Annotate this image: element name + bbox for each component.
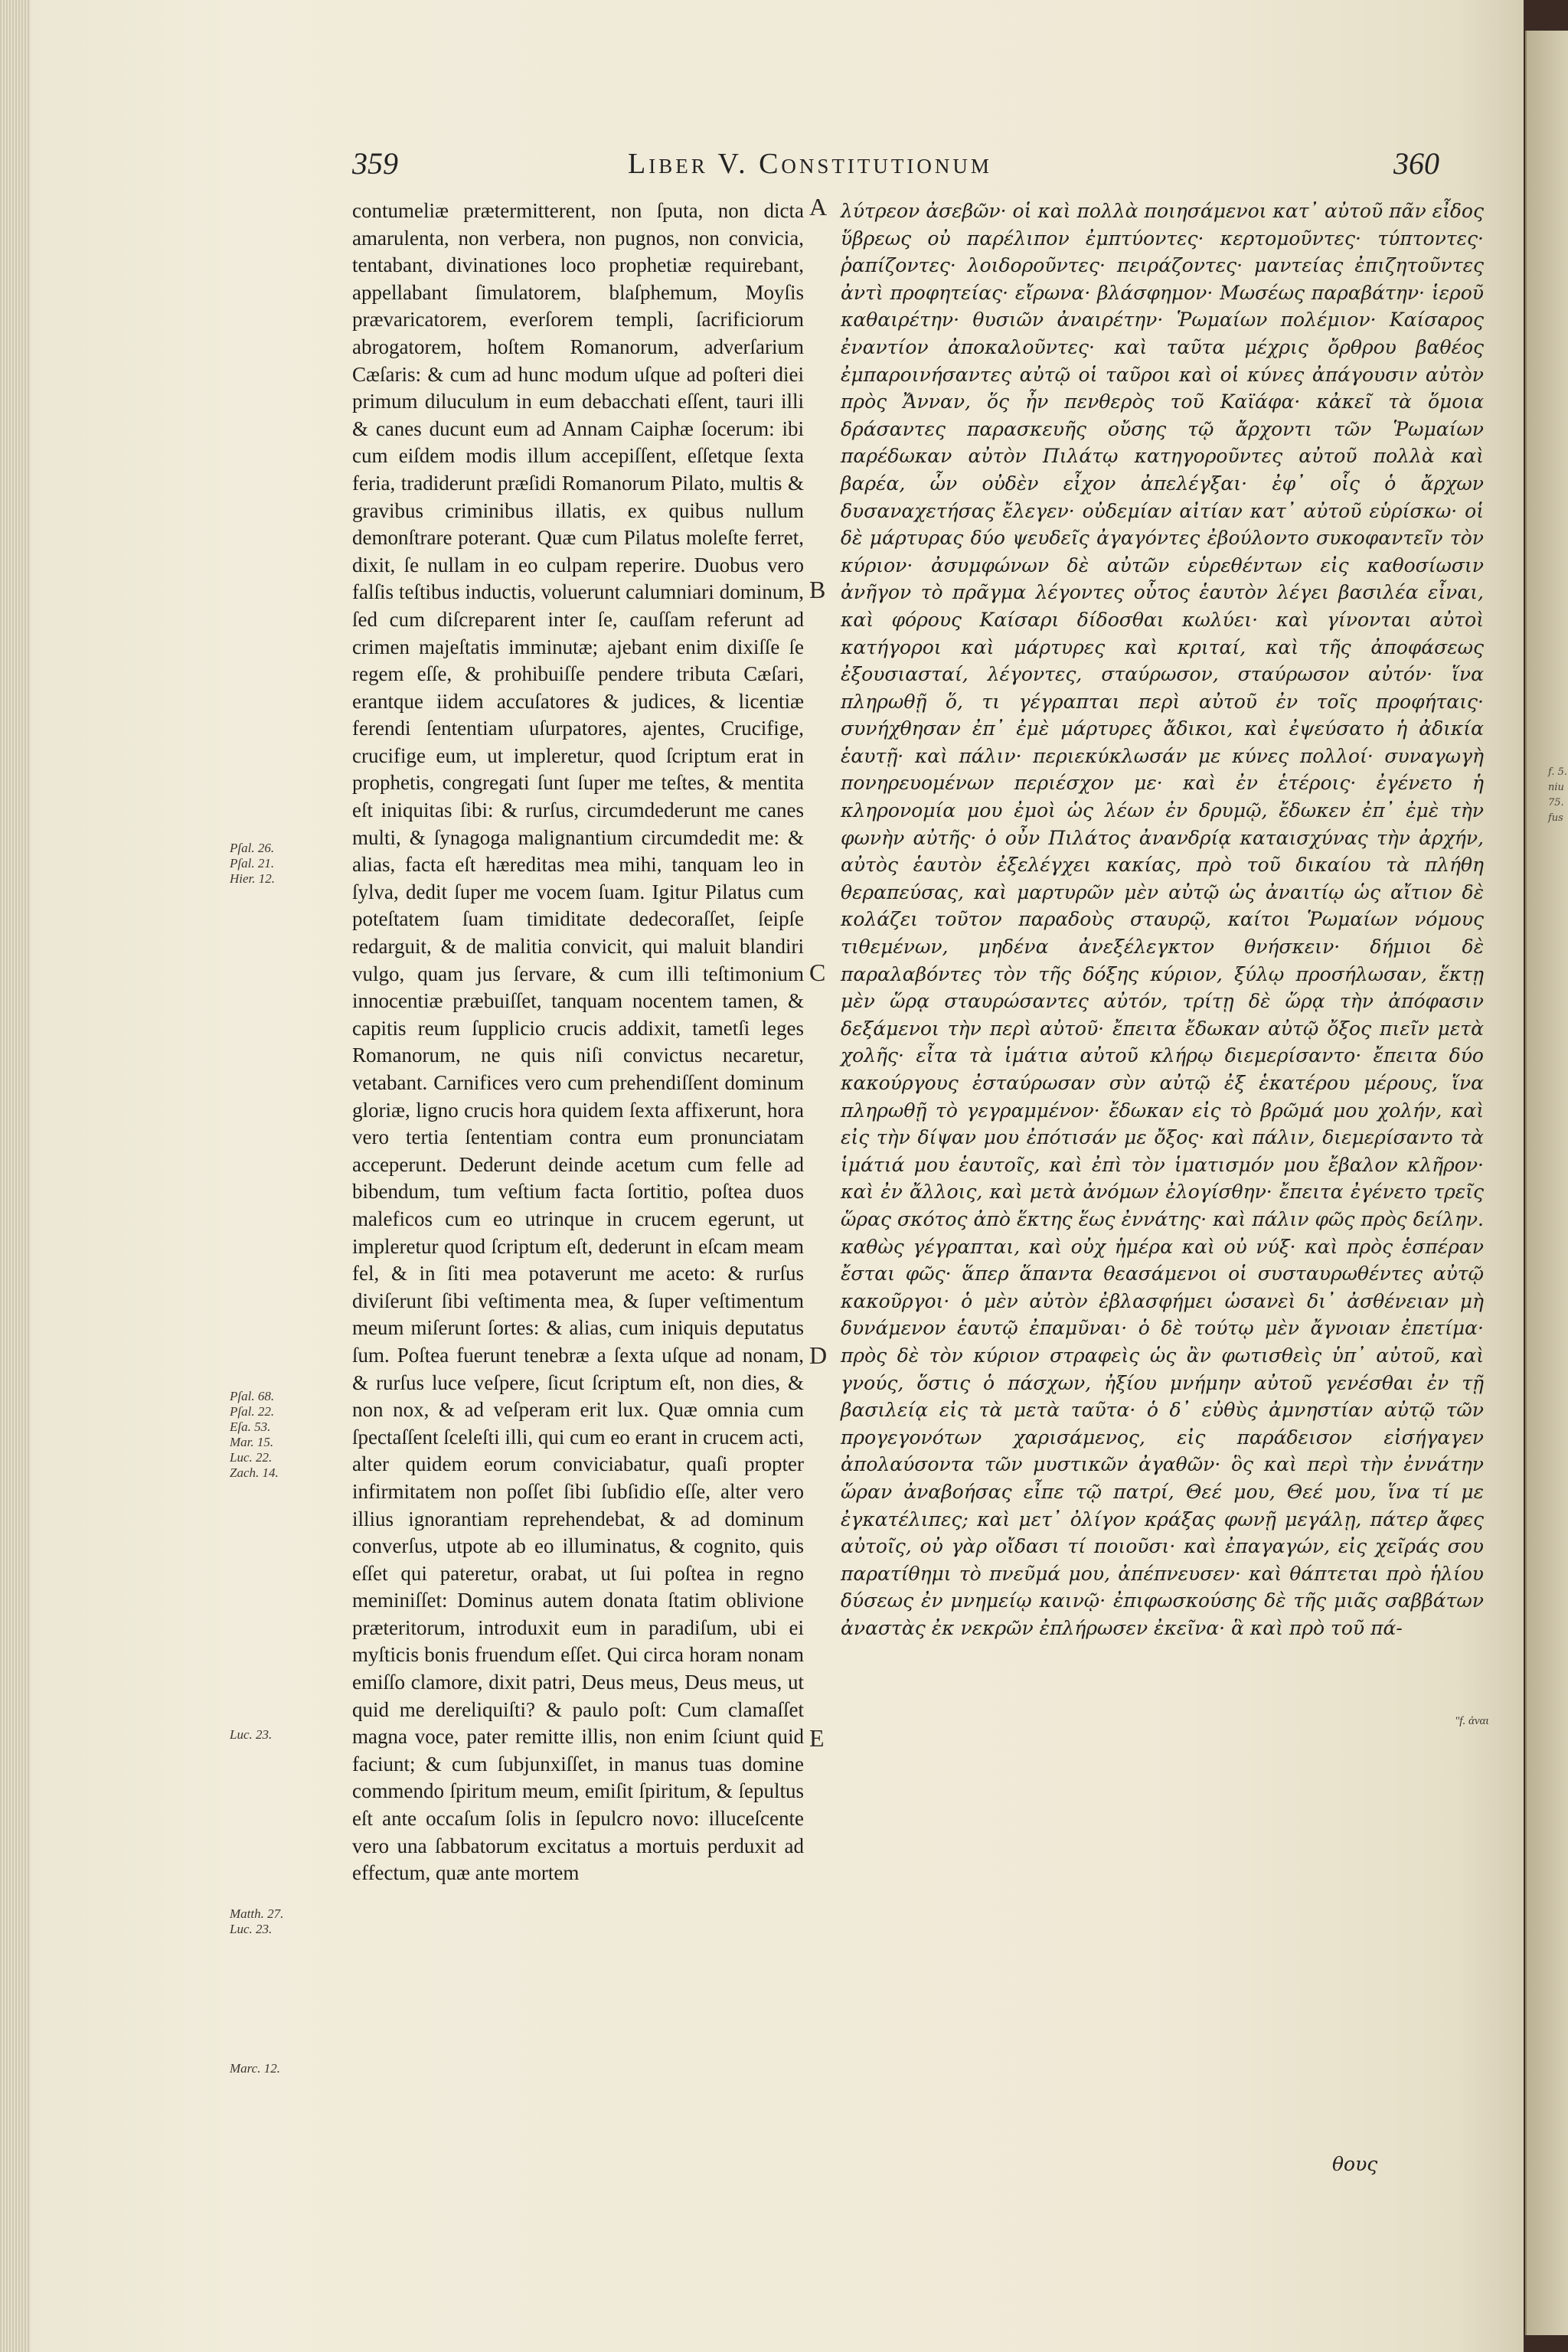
adjacent-page-fragment: 75. [1548,797,1564,808]
margin-ref: Luc. 22. [230,1450,273,1465]
greek-paragraph: λύτρεον ἀσεβῶν· οἱ καὶ πολλὰ ποιησάμενοι κατ᾽ αὐτοῦ πᾶν εἶδος ὕβρεως οὐ παρέλιπον ἐμπτύοντες· κερτομοῦντες· τύπτοντες· ῥαπίζοντες· λοιδοροῦντες· πειράζοντες· μαντείας ἐπιζητοῦντες ἀντὶ προφητείας· εἴρωνα· βλάσφημον· Μωσέως παραβάτην· ἱεροῦ καθαιρέτην· θυσιῶν ἀναιρέτην· Ῥωμαίων πολέμιον· Καίσαρος ἐναντίον ἀποκαλοῦντες· καὶ ταῦτα μέχρις ὄρθρου βαθέος ἐμπαροινήσαντες αὐτῷ οἱ ταῦροι καὶ οἱ κύνες ἀπάγουσιν αὐτὸν πρὸς Ἄνναν, ὅς ἦν πενθερὸς τοῦ Καϊάφα· κἀκεῖ τὰ ὅμοια δράσαντες παρασκευῆς οὔσης τῷ ἄρχοντι τῶν Ῥωμαίων παρέδωκαν αὐτὸν Πιλάτῳ κατηγοροῦντες αὐτοῦ πολλὰ καὶ βαρέα, ὧν οὐδὲν εἶχον ἀπελέγξαι· ἐφ᾽ οἷς ὁ ἄρχων δυσαναχετήσας ἔλεγεν· οὐδεμίαν αἰτίαν κατ᾽ αὐτοῦ εὑρίσκω· οἱ δὲ μάρτυρας δύο ψευδεῖς ἀγαγόντες ἐβούλοντο συκοφαντεῖν τὸν κύριον· ἀσυμφώνων δὲ αὐτῶν εὑρεθέντων εἰς καθοσίωσιν ἀνῆγον τὸ πρᾶγμα λέγοντες οὗτος ἑαυτὸν λέγει βασιλέα εἶναι, καὶ φόρους Καίσαρι δίδοσθαι κωλύει· καὶ γίνονται αὐτοὶ κατήγοροι καὶ μάρτυρες καὶ κριταί, καὶ τῆς ἀποφάσεως ἐξουσιασταί, λέγοντες, σταύρωσον, σταύρωσον αὐτόν· ἵνα πληρωθῇ ὅ, τι γέγραπται περὶ αὐτοῦ ἐν τοῖς προφήταις· συνήχθησαν ἐπ᾽ ἐμὲ μάρτυρες ἄδικοι, καὶ ἐψεύσατο ἡ ἀδικία ἑαυτῇ· καὶ πάλιν· περιεκύκλωσάν με κύνες πολλοί· συναγωγὴ πονηρευομένων περιέσχον με· καὶ ἐν ἑτέροις· ἐγένετο ἡ κληρονομία μου ἐμοὶ ὡς λέων ἐν δρυμῷ, ἔδωκεν ἐπ᾽ ἐμὲ τὴν φωνὴν αὐτῆς· ὁ οὖν Πιλάτος ἀνανδρίᾳ καταισχύνας τὴν ἀρχήν, αὐτὸς ἑαυτὸν ἐξελέγχει κακίας, πρὸ τοῦ δικαίου τὰ πλήθη θεραπεύσας, καὶ μαρτυρῶν μὲν αὐτῷ ὡς ἀναιτίῳ ὡς αἴτιον δὲ κολάζει τοῦτον παραδοὺς σταυρῷ, καίτοι Ῥωμαίων νόμους τιθεμένων, μηδένα ἀνεξέλεγκτον θνήσκειν· δήμιοι δὲ παραλαβόντες τὸν τῆς δόξης κύριον, ξύλῳ προσήλωσαν, ἕκτῃ μὲν ὥρᾳ σταυρώσαντες αὐτόν, τρίτῃ δὲ ὥρᾳ τὴν ἀπόφασιν δεξάμενοι τὴν περὶ αὐτοῦ· ἔπειτα ἔδωκαν αὐτῷ ὄξος πιεῖν μετὰ χολῆς· εἶτα τὰ ἱμάτια αὐτοῦ κλήρῳ διεμερίσαντο· ἔπειτα δύο κακούργους ἐσταύρωσαν σὺν αὐτῷ ἐξ ἑκατέρου μέρους, ἵνα πληρωθῇ τὸ γεγραμμένον· ἔδωκαν εἰς τὸ βρῶμά μου χολήν, καὶ εἰς τὴν δίψαν μου ἐπότισάν με ὄξος· καὶ πάλιν, διεμερίσαντο τὰ ἱμάτιά μου ἑαυτοῖς, καὶ ἐπὶ τὸν ἱματισμόν μου ἔβαλον κλῆρον· καὶ ἐν ἄλλοις, καὶ μετὰ ἀνόμων ἐλογίσθην· ἔπειτα ἐγένετο τρεῖς ὥρας σκότος ἀπὸ ἕκτης ἕως ἐννάτης· καὶ πάλιν φῶς πρὸς δείλην. καθὼς γέγραπται, καὶ οὐχ ἡμέρα καὶ οὐ νύξ· καὶ πρὸς ἑσπέραν ἔσται φῶς· ἅπερ ἅπαντα θεασάμενοι οἱ συσταυρωθέντες αὐτῷ κακοῦργοι· ὁ μὲν αὐτὸν ἐβλασφήμει ὡσανεὶ δι᾽ ἀσθένειαν μὴ δυνάμενον ἑαυτῷ ἐπαμῦναι· ὁ δὲ τούτῳ μὲν ἄγνοιαν ἐπετίμα· πρὸς δὲ τὸν κύριον στραφεὶς ὡς ἂν φωτισθεὶς ὑπ᾽ αὐτοῦ, καὶ γνούς, ὅστις ὁ πάσχων, ἠξίου μνήμην αὐτοῦ γενέσθαι ἐν τῇ βασιλείᾳ εἰς τὰ μετὰ ταῦτα· ὁ δ᾽ εὐθὺς ἀμνηστίαν αὐτῷ τῶν προγεγονότων χαρισάμενος, εἰς παράδεισον εἰσήγαγεν ἀπολαύσοντα τῶν μυστικῶν ἀγαθῶν· ὃς καὶ περὶ τὴν ἐννάτην ὥραν ἀναβοήσας εἶπε τῷ πατρί, Θεέ μου, Θεέ μου, ἵνα τί με ἐγκατέλιπες; καὶ μετ᾽ ὀλίγον κράξας φωνῇ μεγάλῃ, πάτερ ἄφες αὐτοῖς, οὐ γὰρ οἴδασι τί ποιοῦσι· καὶ ἐπαγαγών, εἰς χεῖράς σου παρατίθημι τὸ πνεῦμά μου, ἀπέπνευσεν· καὶ θάπτεται πρὸ ἡλίου δύσεως ἐν μνημείῳ καινῷ· ἐπιφωσκούσης δὲ τῆς μιᾶς σαββάτων ἀναστὰς ἐκ νεκρῶν ἐπλήρωσεν ἐκεῖνα· ἃ καὶ πρὸ τοῦ πά- [841,200,1484,1639]
adjacent-page-fragment: fus [1548,812,1563,824]
section-letter: B [809,576,826,603]
margin-ref: Mar. 15. [230,1435,274,1449]
greek-margin-note: "f. ἀναι [1455,1715,1489,1727]
margin-ref: Pſal. 22. [230,1404,275,1419]
margin-ref: Luc. 23. [230,1727,273,1742]
section-letter: D [809,1341,828,1369]
margin-ref: Matth. 27. [230,1906,284,1921]
page-header [352,145,1439,191]
greek-text-column [841,198,1484,1642]
margin-ref: Hier. 12. [230,871,276,886]
margin-ref: Pſal. 68. [230,1389,275,1403]
section-letter: C [809,959,826,986]
margin-ref: Luc. 23. [230,1922,273,1936]
latin-text-column [352,198,804,1887]
section-letter: A [809,193,828,220]
catchword: θους [1332,2153,1378,2175]
margin-ref: Eſa. 53. [230,1419,271,1434]
section-letter: E [809,1724,825,1752]
page-edge-stack [0,0,31,2352]
right-page-number: 360 [1393,146,1439,181]
margin-ref: Pſal. 26. [230,841,275,855]
adjacent-page-fragment: niu [1548,782,1564,793]
adjacent-page-edge [1525,31,1568,2335]
margin-ref: Marc. 12. [230,2061,280,2076]
left-page-number: 359 [352,146,398,181]
running-title: Liber V. Constitutionum [628,148,992,180]
margin-ref: Zach. 14. [230,1465,279,1480]
adjacent-page-fragment: f. 5. [1548,766,1568,778]
latin-paragraph: contumeliæ prætermitterent, non ſputa, non dicta amarulenta, non verbera, non pugnos, non convicia, tentabant, divinationes loco prophetiæ requirebant, appellabant ſimulatorem, blaſphemum, Moyſis prævaricatorem, everſorem templi, ſacrificiorum abrogatorem, hoſtem Romanorum, adverſarium Cæſaris: & cum ad hunc modum uſque ad poſteri diei primum diluculum in eum debacchati eſſent, tauri illi & canes ducunt eum ad Annam Caiphæ ſocerum: ibi cum eiſdem modis illum accepiſſent, eſſetque ſexta feria, tradiderunt præſidi Romanorum Pilato, multis & gravibus criminibus illatis, ex quibus nullum demonſtrare poterant. Quæ cum Pilatus moleſte ferret, dixit, ſe nullam in eo culpam reperire. Duobus vero falſis teſtibus inductis, voluerunt calumniari dominum, ſed cum diſcreparent inter ſe, cauſſam referunt ad crimen majeſtatis imminutæ; ajebant enim dixiſſe ſe regem eſſe, & prohibuiſſe pendere tributa Cæſari, erantque iidem accuſatores & judices, & licentiæ ferendi ſententiam uſurpatores, ajentes, Crucifige, crucifige eum, ut impleretur, quod ſcriptum erat in prophetis, congregati ſunt ſuper me teſtes, & mentita eſt iniquitas ſibi: & rurſus, circumdederunt me canes multi, & ſynagoga malignantium circumdedit me: & alias, facta eſt hæreditas mea mihi, tanquam leo in ſylva, dedit ſuper me vocem ſuam. Igitur Pilatus cum poteſtatem ſuam timiditate dedecoraſſet, ſeipſe redarguit, & de malitia convicit, qui maluit blandiri vulgo, quam jus ſervare, & cum illi teſtimonium innocentiæ præbuiſſet, tanquam nocentem tamen, & capitis reum ſupplicio crucis addixit, tametſi leges Romanorum, ne quis niſi convictus necaretur, vetabant. Carnifices vero cum prehendiſſent dominum gloriæ, ligno crucis hora quidem ſexta affixerunt, hora vero tertia ſententiam contra eum pronunciatam acceperunt. Dederunt deinde acetum cum felle ad bibendum, tum veſtium facta ſortitio, poſtea duos maleficos cum eo utrinque in crucem egerunt, ut impleretur quod ſcriptum eſt, dederunt in eſcam meam fel, & in ſiti mea potaverunt me aceto: & rurſus diviſerunt ſibi veſtimenta mea, & ſuper veſtimentum meum miſerunt ſortes: & alias, cum iniquis deputatus ſum. Poſtea fuerunt tenebræ a ſexta uſque ad nonam, & rurſus luce veſpere, ſicut ſcriptum eſt, non dies, & non nox, & ad veſperam erit lux. Quæ omnia cum ſpectaſſent ſceleſti illi, qui cum eo erant in crucem acti, alter quidem eorum conviciabatur, quaſi propter infirmitatem non poſſet ſibi ſubſidio eſſe, alter vero illius ignorantiam reprehendebat, & ad dominum converſus, utpote ab eo illuminatus, & cognito, quis eſſet qui pateretur, orabat, ut ſui poſtea in regno meminiſſet: Dominus autem donata ſtatim oblivione præteritorum, introduxit eum in paradiſum, ubi ei myſticis bonis fruendum eſſet. Qui circa horam nonam emiſſo clamore, dixit patri, Deus meus, Deus meus, ut quid me dereliquiſti? & paulo poſt: Cum clamaſſet magna voce, pater remitte illis, non enim ſciunt quid faciunt; & cum ſubjunxiſſet, in manus tuas domine commendo ſpiritum meum, emiſit ſpiritum, & ſepultus eſt ante occaſum ſolis in ſepulcro novo: illuceſcente vero una ſabbatorum excitatus a mortuis perduxit ad effectum, quæ ante mortem [352,199,805,1885]
margin-ref: Pſal. 21. [230,856,275,871]
